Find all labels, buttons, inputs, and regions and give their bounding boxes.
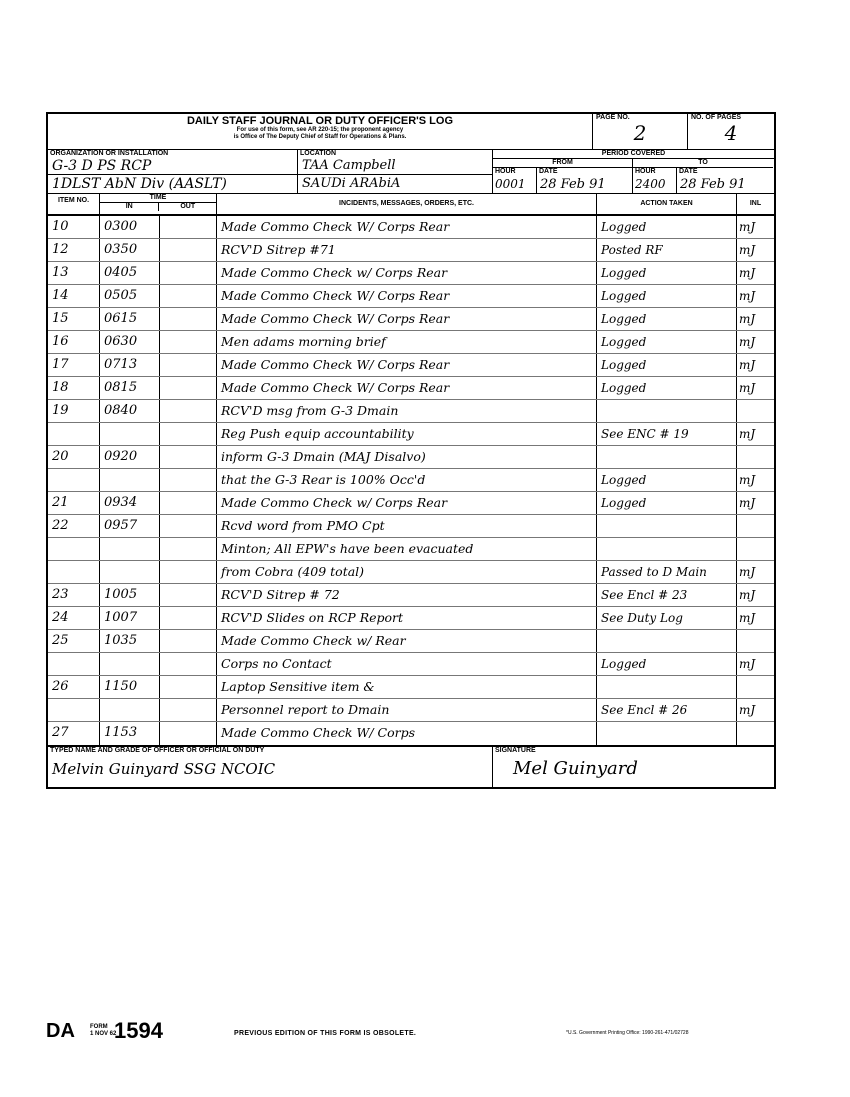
- page-no-value: 2: [633, 121, 647, 145]
- gpo-note: *U.S. Government Printing Office: 1990-261-471/02728: [566, 1030, 689, 1036]
- time-in-label: IN: [100, 203, 159, 211]
- entry-initials: [737, 630, 774, 652]
- log-entry-row: [48, 354, 774, 377]
- page-no-cell: [593, 114, 688, 149]
- entry-item-no: [48, 423, 100, 445]
- entry-time-out: [160, 515, 217, 537]
- entry-time-in: 0405: [100, 262, 160, 284]
- entry-time-out: [160, 400, 217, 422]
- entry-time-in: 1007: [100, 607, 160, 629]
- log-entry-row: [48, 262, 774, 285]
- entry-action-taken: Logged: [597, 492, 737, 514]
- entry-time-out: [160, 331, 217, 353]
- entry-time-out: [160, 538, 217, 560]
- entry-action-taken: [597, 722, 737, 745]
- form-da: DA: [46, 1020, 75, 1042]
- item-no-label: ITEM NO.: [57, 197, 90, 204]
- entry-initials: mJ: [739, 588, 756, 602]
- entry-item-no: 27: [48, 722, 100, 745]
- entry-incident-text: Made Commo Check w/ Corps Rear: [217, 262, 597, 284]
- log-entry-row: [48, 331, 774, 354]
- from-hour-cell: [493, 168, 537, 193]
- location-cell: [298, 150, 493, 193]
- location-label: LOCATION: [300, 150, 337, 157]
- log-entry-row: [48, 515, 774, 538]
- entry-time-in: 0957: [100, 515, 160, 537]
- form-footer-strip: [46, 1018, 776, 1044]
- entry-action-taken: See Duty Log: [597, 607, 737, 629]
- log-entry-row: [48, 446, 774, 469]
- entry-initials: mJ: [739, 335, 756, 349]
- form-label-date: [90, 1024, 116, 1037]
- log-entry-row: [48, 630, 774, 653]
- entry-initials: [737, 446, 774, 468]
- org-location-row: [48, 150, 774, 194]
- entry-time-in: 0630: [100, 331, 160, 353]
- no-pages-value: 4: [724, 121, 738, 145]
- entry-time-out: [160, 607, 217, 629]
- form-subtitle-2: is Office of The Deputy Chief of Staff for Operations & Plans.: [233, 133, 407, 140]
- log-entry-row: [48, 377, 774, 400]
- entry-initials: mJ: [739, 243, 756, 257]
- location-line-1: TAA Campbell: [302, 158, 396, 173]
- entry-time-in: 0615: [100, 308, 160, 330]
- entry-item-no: [48, 653, 100, 675]
- entry-item-no: 16: [48, 331, 100, 353]
- entry-time-in: 0505: [100, 285, 160, 307]
- form-subtitle-1: For use of this form, see AR 220-15; the proponent agency: [236, 127, 404, 133]
- to-group: [633, 159, 773, 193]
- entry-item-no: 10: [48, 216, 100, 238]
- entry-incident-text: Made Commo Check W/ Corps Rear: [217, 216, 597, 238]
- entry-item-no: 18: [48, 377, 100, 399]
- entry-initials: [737, 676, 774, 698]
- time-label: TIME: [100, 194, 216, 203]
- page-no-label: PAGE NO.: [596, 114, 630, 121]
- from-group: [493, 159, 633, 193]
- entry-incident-text: Made Commo Check W/ Corps Rear: [217, 285, 597, 307]
- log-entry-row: [48, 216, 774, 239]
- from-hour-label: HOUR: [495, 168, 516, 175]
- form-number: 1594: [114, 1018, 163, 1043]
- entry-time-in: 0840: [100, 400, 160, 422]
- entry-action-taken: Passed to D Main: [597, 561, 737, 583]
- entry-time-out: [160, 354, 217, 376]
- log-entry-row: [48, 492, 774, 515]
- entry-action-taken: [597, 400, 737, 422]
- entry-initials: mJ: [739, 266, 756, 280]
- entry-item-no: [48, 538, 100, 560]
- entry-incident-text: Laptop Sensitive item &: [217, 676, 597, 698]
- log-entries: [48, 216, 774, 745]
- entry-initials: mJ: [739, 427, 756, 441]
- from-label: FROM: [493, 159, 632, 168]
- time-header: [100, 194, 217, 214]
- entry-action-taken: Logged: [597, 262, 737, 284]
- log-entry-row: [48, 676, 774, 699]
- log-entry-row: [48, 285, 774, 308]
- log-entry-row: [48, 653, 774, 676]
- entry-time-in: 0300: [100, 216, 160, 238]
- entry-incident-text: Personnel report to Dmain: [217, 699, 597, 721]
- entry-incident-text: Made Commo Check W/ Corps Rear: [217, 354, 597, 376]
- footer-row: [48, 745, 774, 787]
- entry-time-in: 0815: [100, 377, 160, 399]
- incidents-label: INCIDENTS, MESSAGES, ORDERS, ETC.: [339, 200, 474, 207]
- entry-item-no: 25: [48, 630, 100, 652]
- to-date: 28 Feb 91: [680, 177, 746, 192]
- entry-time-out: [160, 469, 217, 491]
- time-out-label: OUT: [180, 203, 196, 210]
- to-hour-label: HOUR: [635, 168, 656, 175]
- entry-item-no: 26: [48, 676, 100, 698]
- entry-time-out: [160, 423, 217, 445]
- inl-header: [737, 194, 774, 214]
- to-date-label: DATE: [679, 168, 698, 175]
- entry-incident-text: Rcvd word from PMO Cpt: [217, 515, 597, 537]
- entry-action-taken: [597, 676, 737, 698]
- entry-initials: mJ: [739, 565, 756, 579]
- entry-time-in: 0934: [100, 492, 160, 514]
- entry-incident-text: Corps no Contact: [217, 653, 597, 675]
- previous-edition-note: PREVIOUS EDITION OF THIS FORM IS OBSOLETE.: [234, 1030, 417, 1037]
- entry-item-no: 20: [48, 446, 100, 468]
- entry-action-taken: Logged: [597, 285, 737, 307]
- entry-action-taken: Logged: [597, 469, 737, 491]
- entry-time-in: [100, 653, 160, 675]
- to-hour: 2400: [635, 177, 666, 191]
- entry-time-in: 1005: [100, 584, 160, 606]
- entry-item-no: 14: [48, 285, 100, 307]
- entry-initials: mJ: [739, 289, 756, 303]
- entry-incident-text: RCV'D Slides on RCP Report: [217, 607, 597, 629]
- entry-incident-text: that the G-3 Rear is 100% Occ'd: [217, 469, 597, 491]
- entry-action-taken: See ENC # 19: [597, 423, 737, 445]
- from-date-cell: [537, 168, 632, 193]
- entry-incident-text: Made Commo Check W/ Corps Rear: [217, 377, 597, 399]
- log-entry-row: [48, 699, 774, 722]
- entry-item-no: 17: [48, 354, 100, 376]
- entry-initials: mJ: [739, 358, 756, 372]
- entry-action-taken: See Encl # 26: [597, 699, 737, 721]
- entry-item-no: 24: [48, 607, 100, 629]
- org-cell: [48, 150, 298, 193]
- entry-action-taken: [597, 538, 737, 560]
- inl-label: INL: [749, 200, 762, 207]
- entry-action-taken: Posted RF: [597, 239, 737, 261]
- action-header: [597, 194, 737, 214]
- org-line-1: G-3 D PS RCP: [52, 158, 152, 174]
- entry-item-no: 15: [48, 308, 100, 330]
- entry-time-in: [100, 538, 160, 560]
- entry-initials: [737, 722, 774, 745]
- log-entry-row: [48, 538, 774, 561]
- typed-name-cell: [48, 747, 493, 787]
- entry-action-taken: Logged: [597, 308, 737, 330]
- form-title-cell: [48, 114, 593, 149]
- log-entry-row: [48, 239, 774, 262]
- entry-time-in: [100, 469, 160, 491]
- entry-incident-text: Made Commo Check w/ Rear: [217, 630, 597, 652]
- entry-incident-text: from Cobra (409 total): [217, 561, 597, 583]
- entry-time-in: [100, 561, 160, 583]
- entry-initials: [737, 400, 774, 422]
- entry-action-taken: Logged: [597, 331, 737, 353]
- entry-action-taken: Logged: [597, 354, 737, 376]
- entry-time-in: 0920: [100, 446, 160, 468]
- entry-incident-text: Made Commo Check w/ Corps Rear: [217, 492, 597, 514]
- entry-item-no: 23: [48, 584, 100, 606]
- to-hour-cell: [633, 168, 677, 193]
- entry-time-out: [160, 239, 217, 261]
- to-label: TO: [633, 159, 773, 168]
- entry-time-out: [160, 653, 217, 675]
- entry-incident-text: RCV'D msg from G-3 Dmain: [217, 400, 597, 422]
- entry-initials: [737, 538, 774, 560]
- entry-incident-text: Made Commo Check W/ Corps: [217, 722, 597, 745]
- org-line-2: 1DLST AbN Div (AASLT): [48, 174, 297, 193]
- entry-time-in: [100, 699, 160, 721]
- entry-action-taken: Logged: [597, 653, 737, 675]
- entry-time-in: 1035: [100, 630, 160, 652]
- entry-action-taken: Logged: [597, 216, 737, 238]
- entry-action-taken: See Encl # 23: [597, 584, 737, 606]
- log-entry-row: [48, 722, 774, 745]
- item-no-header: [48, 194, 100, 214]
- duty-log-form: [46, 112, 776, 789]
- log-entry-row: [48, 561, 774, 584]
- from-date: 28 Feb 91: [540, 177, 606, 192]
- entry-time-in: 0713: [100, 354, 160, 376]
- from-date-label: DATE: [539, 168, 558, 175]
- entry-item-no: [48, 561, 100, 583]
- org-label: ORGANIZATION OR INSTALLATION: [50, 150, 169, 157]
- entry-incident-text: RCV'D Sitrep # 72: [217, 584, 597, 606]
- entry-item-no: 19: [48, 400, 100, 422]
- entry-incident-text: Men adams morning brief: [217, 331, 597, 353]
- form-label: FORM: [90, 1024, 108, 1030]
- entry-time-out: [160, 584, 217, 606]
- signature-cell: [493, 747, 774, 787]
- entry-time-out: [160, 308, 217, 330]
- action-label: ACTION TAKEN: [640, 200, 693, 207]
- entry-initials: mJ: [739, 473, 756, 487]
- from-hour: 0001: [495, 177, 526, 191]
- entry-incident-text: Made Commo Check W/ Corps Rear: [217, 308, 597, 330]
- signature: Mel Guinyard: [513, 758, 638, 779]
- entry-incident-text: inform G-3 Dmain (MAJ Disalvo): [217, 446, 597, 468]
- entry-incident-text: RCV'D Sitrep #71: [217, 239, 597, 261]
- typed-name-label: TYPED NAME AND GRADE OF OFFICER OR OFFICIAL ON DUTY: [50, 747, 265, 754]
- entry-item-no: 12: [48, 239, 100, 261]
- entry-item-no: 22: [48, 515, 100, 537]
- entry-time-in: 1153: [100, 722, 160, 745]
- incidents-header: [217, 194, 597, 214]
- log-entry-row: [48, 584, 774, 607]
- entry-time-in: 0350: [100, 239, 160, 261]
- entry-initials: mJ: [739, 381, 756, 395]
- location-line-2: SAUDi ARAbiA: [298, 174, 492, 193]
- entry-item-no: [48, 699, 100, 721]
- entry-time-out: [160, 699, 217, 721]
- log-entry-row: [48, 308, 774, 331]
- no-pages-label: NO. OF PAGES: [691, 114, 742, 121]
- log-entry-row: [48, 469, 774, 492]
- entry-action-taken: [597, 446, 737, 468]
- no-pages-cell: [688, 114, 774, 149]
- entry-time-out: [160, 216, 217, 238]
- entry-initials: [737, 515, 774, 537]
- log-entry-row: [48, 423, 774, 446]
- form-date: 1 NOV 62: [90, 1030, 117, 1037]
- column-header-row: [48, 194, 774, 216]
- entry-time-out: [160, 561, 217, 583]
- log-entry-row: [48, 400, 774, 423]
- entry-time-out: [160, 676, 217, 698]
- log-entry-row: [48, 607, 774, 630]
- entry-time-in: [100, 423, 160, 445]
- entry-initials: mJ: [739, 496, 756, 510]
- entry-initials: mJ: [739, 611, 756, 625]
- form-title: DAILY STAFF JOURNAL OR DUTY OFFICER'S LOG: [186, 115, 454, 127]
- entry-time-out: [160, 285, 217, 307]
- period-cell: [493, 150, 774, 193]
- entry-time-out: [160, 262, 217, 284]
- entry-incident-text: Minton; All EPW's have been evacuated: [217, 538, 597, 560]
- typed-name: Melvin Guinyard SSG NCOIC: [52, 760, 276, 778]
- entry-initials: mJ: [739, 703, 756, 717]
- entry-incident-text: Reg Push equip accountability: [217, 423, 597, 445]
- entry-time-in: 1150: [100, 676, 160, 698]
- entry-time-out: [160, 377, 217, 399]
- signature-label: SIGNATURE: [495, 747, 536, 754]
- entry-item-no: 13: [48, 262, 100, 284]
- entry-initials: mJ: [739, 220, 756, 234]
- form-header-row: [48, 114, 774, 150]
- entry-time-out: [160, 492, 217, 514]
- to-date-cell: [677, 168, 772, 193]
- entry-item-no: [48, 469, 100, 491]
- entry-action-taken: [597, 515, 737, 537]
- period-label: PERIOD COVERED: [493, 150, 774, 159]
- entry-time-out: [160, 630, 217, 652]
- entry-initials: mJ: [739, 312, 756, 326]
- entry-initials: mJ: [739, 657, 756, 671]
- entry-time-out: [160, 446, 217, 468]
- entry-action-taken: Logged: [597, 377, 737, 399]
- entry-item-no: 21: [48, 492, 100, 514]
- entry-action-taken: [597, 630, 737, 652]
- entry-time-out: [160, 722, 217, 745]
